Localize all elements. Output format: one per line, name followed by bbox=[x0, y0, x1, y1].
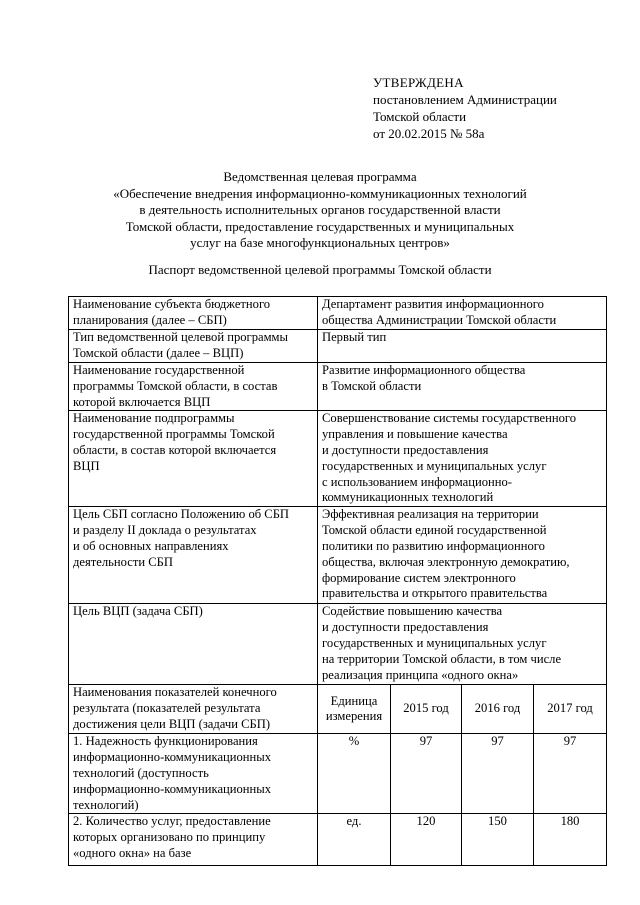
year-header-2015: 2015 год bbox=[391, 685, 462, 734]
title-line: услуг на базе многофункциональных центров» bbox=[190, 235, 450, 250]
row-label: Цель СБП согласно Положению об СБП и разделу II доклада о результатах и об основных направлениях деятельности СБП bbox=[69, 507, 318, 604]
row-value: Первый тип bbox=[318, 330, 607, 363]
table-row bbox=[69, 363, 607, 411]
indicator-row bbox=[69, 814, 607, 866]
title-line: Ведомственная целевая программа bbox=[223, 169, 417, 184]
passport-title: Паспорт ведомственной целевой программы Томской области bbox=[148, 262, 492, 277]
title-line: «Обеспечение внедрения информационно-коммуникационных технологий bbox=[113, 185, 527, 201]
title-line: в деятельность исполнительных органов государственной власти bbox=[139, 202, 501, 217]
indicator-value-2015: 120 bbox=[391, 814, 462, 866]
indicator-row bbox=[69, 734, 607, 814]
indicator-name: 1. Надежность функционирования информационно-коммуникационных технологий (доступность информационно-коммуникационных технологий) bbox=[69, 734, 318, 814]
row-value: Содействие повышению качества и доступности предоставления государственных и муниципальных услуг на территории Томской области, в том числе реализация принципа «одного окна» bbox=[318, 604, 607, 685]
approval-date: от 20.02.2015 № 58а bbox=[373, 126, 485, 141]
row-label: Наименование подпрограммы государственной программы Томской области, в состав которой включается ВЦП bbox=[69, 411, 318, 507]
row-label: Цель ВЦП (задача СБП) bbox=[69, 604, 318, 685]
indicators-header-row bbox=[69, 685, 607, 734]
indicator-value-2015: 97 bbox=[391, 734, 462, 814]
indicators-header-label: Наименования показателей конечного результата (показателей результата достижения цели ВЦП (задачи СБП) bbox=[69, 685, 318, 734]
table-row bbox=[69, 297, 607, 330]
program-title bbox=[60, 169, 580, 252]
approval-heading: УТВЕРЖДЕНА bbox=[373, 75, 464, 90]
indicator-value-2017: 97 bbox=[534, 734, 607, 814]
unit-header: Единица измерения bbox=[318, 685, 391, 734]
approval-line: Томской области bbox=[373, 109, 467, 124]
row-label: Наименование субъекта бюджетного планирования (далее – СБП) bbox=[69, 297, 318, 330]
approval-line: постановлением Администрации bbox=[373, 92, 557, 107]
indicator-value-2016: 97 bbox=[462, 734, 534, 814]
row-value: Департамент развития информационного общества Администрации Томской области bbox=[318, 297, 607, 330]
row-value: Совершенствование системы государственного управления и повышение качества и доступности предоставления государственных и муниципальных услуг с использованием информационно- коммуникационных технологий bbox=[318, 411, 607, 507]
row-label: Наименование государственной программы Томской области, в состав которой включается ВЦП bbox=[69, 363, 318, 411]
table-row bbox=[69, 604, 607, 685]
approval-stamp bbox=[373, 74, 557, 142]
title-line: Томской области, предоставление государственных и муниципальных bbox=[125, 218, 515, 234]
passport-table bbox=[68, 296, 607, 866]
indicator-unit: % bbox=[318, 734, 391, 814]
indicator-value-2017: 180 bbox=[534, 814, 607, 866]
year-header-2017: 2017 год bbox=[534, 685, 607, 734]
row-value: Эффективная реализация на территории Томской области единой государственной политики по развитию информационного общества, включая электронную демократию, формирование систем электронного правительства и открытого правительства bbox=[318, 507, 607, 604]
indicator-value-2016: 150 bbox=[462, 814, 534, 866]
year-header-2016: 2016 год bbox=[462, 685, 534, 734]
row-value: Развитие информационного общества в Томской области bbox=[318, 363, 607, 411]
indicator-unit: ед. bbox=[318, 814, 391, 866]
row-label: Тип ведомственной целевой программы Томской области (далее – ВЦП) bbox=[69, 330, 318, 363]
table-row bbox=[69, 411, 607, 507]
indicator-name: 2. Количество услуг, предоставление которых организовано по принципу «одного окна» на базе bbox=[69, 814, 318, 866]
table-row bbox=[69, 330, 607, 363]
table-row bbox=[69, 507, 607, 604]
